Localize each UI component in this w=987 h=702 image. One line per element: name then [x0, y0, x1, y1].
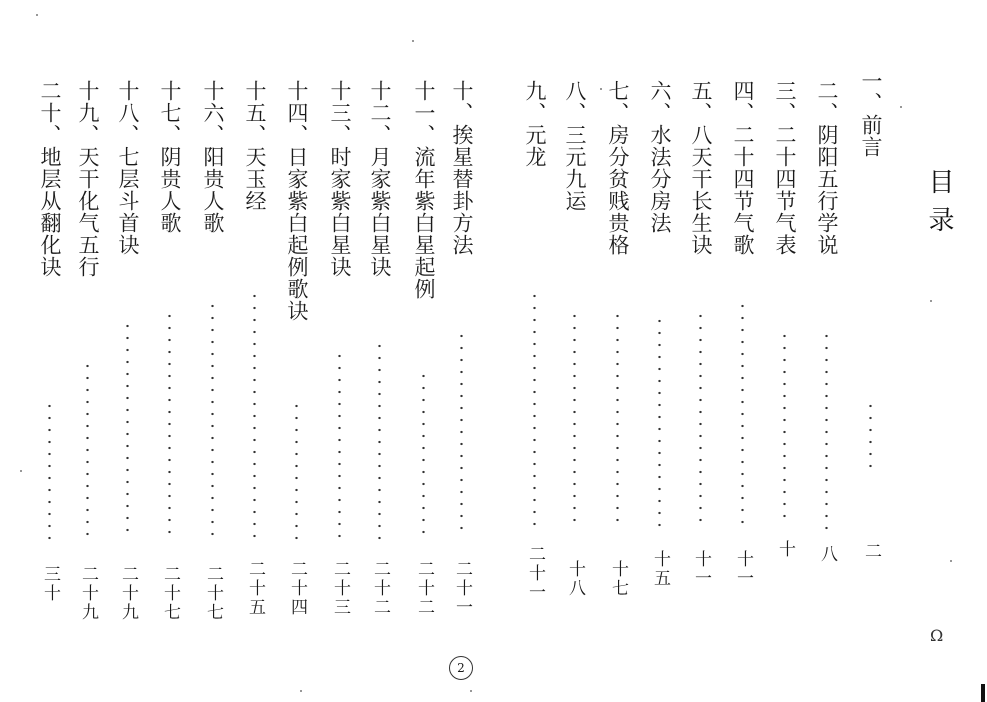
scan-speck [470, 690, 472, 692]
toc-entry-page: 十 [775, 540, 795, 559]
toc-leader-dots [211, 300, 214, 540]
toc-entry-label: 十八、七层斗首诀 [116, 80, 140, 256]
toc-entry-label: 二十、地层从翻化诀 [38, 80, 62, 278]
toc-entry [560, 70, 590, 635]
toc-entry-label: 二、阴阳五行学说 [815, 80, 839, 256]
footer-page-number: 2 [449, 656, 473, 680]
scan-speck [300, 690, 302, 692]
toc-entry-label: 七、房分贫贱贵格 [606, 80, 630, 256]
toc-entry [73, 70, 103, 635]
toc-entry-label: 十九、天干化气五行 [76, 80, 100, 278]
toc-entry [240, 70, 270, 635]
toc-entry-page: 十八 [565, 560, 585, 598]
toc-entry [770, 70, 800, 635]
toc-entry-label: 八、三元九运 [563, 80, 587, 212]
toc-entry [686, 70, 716, 635]
toc-leader-dots [825, 330, 828, 530]
toc-entry-page: 二十七 [160, 565, 180, 622]
toc-entry-label: 一、前言 [859, 70, 883, 158]
toc-entry-page: 二 [861, 542, 881, 561]
scan-speck [36, 14, 38, 16]
toc-leader-dots [86, 360, 89, 540]
toc-entry [155, 70, 185, 635]
toc-entry-page: 二十一 [452, 560, 472, 617]
toc-leader-dots [460, 330, 463, 530]
toc-entry-label: 五、八天干长生诀 [689, 80, 713, 256]
toc-leader-dots [699, 310, 702, 530]
toc-leader-dots [658, 315, 661, 530]
toc-entry-page: 二十二 [414, 560, 434, 617]
toc-leader-dots [295, 400, 298, 540]
toc-leader-dots [573, 310, 576, 530]
toc-entry-page: 二十四 [287, 560, 307, 617]
toc-leader-dots [741, 300, 744, 530]
toc-entry-page: 二十三 [330, 560, 350, 617]
toc-entry-page: 十五 [650, 550, 670, 588]
page-title: 目录 [924, 168, 954, 244]
toc-entry-page: 十七 [608, 560, 628, 598]
toc-entry-label: 六、水法分房法 [648, 80, 672, 234]
toc-entry [856, 70, 886, 635]
toc-entry-label: 十四、日家紫白起例歌诀 [285, 80, 309, 322]
toc-leader-dots [616, 310, 619, 530]
toc-leader-dots [48, 400, 51, 540]
toc-leader-dots [533, 290, 536, 530]
toc-entry-page: 十一 [733, 550, 753, 588]
toc-entry [728, 70, 758, 635]
scan-speck [950, 560, 952, 562]
toc-entry-page: 二十一 [525, 545, 545, 602]
toc-entry [603, 70, 633, 635]
toc-entry-label: 十三、时家紫白星诀 [328, 80, 352, 278]
toc-entry-label: 九、元龙 [523, 80, 547, 168]
scan-speck [600, 88, 602, 90]
toc-entry [325, 70, 355, 635]
toc-entry [35, 70, 65, 635]
toc-entry-page: 二十七 [203, 565, 223, 622]
toc-leader-dots [338, 350, 341, 540]
toc-entry [645, 70, 675, 635]
toc-leader-dots [869, 400, 872, 470]
toc-entry-label: 三、二十四节气表 [773, 80, 797, 256]
toc-entry-page: 十一 [691, 550, 711, 588]
toc-entry [282, 70, 312, 635]
toc-entry [113, 70, 143, 635]
toc-entry-label: 十二、月家紫白星诀 [368, 80, 392, 278]
toc-entry [812, 70, 842, 635]
toc-entry-label: 十七、阴贵人歌 [158, 80, 182, 234]
toc-leader-dots [378, 340, 381, 540]
toc-leader-dots [126, 320, 129, 540]
toc-leader-dots [422, 370, 425, 540]
scan-speck [412, 40, 414, 42]
toc-entry-label: 十五、天玉经 [243, 80, 267, 212]
scan-speck [20, 470, 22, 472]
toc-entry [365, 70, 395, 635]
toc-entry-page: 二十九 [118, 565, 138, 622]
toc-leader-dots [253, 290, 256, 540]
toc-entry [198, 70, 228, 635]
scan-edge-mark [981, 684, 985, 702]
toc-entry-page: 三十 [40, 565, 60, 603]
toc-entry-label: 十一、流年紫白星起例 [412, 80, 436, 300]
toc-leader-dots [783, 330, 786, 520]
corner-mark: Ω [930, 626, 944, 645]
toc-entry [520, 70, 550, 635]
toc-entry-label: 四、二十四节气歌 [731, 80, 755, 256]
scan-speck [900, 106, 902, 108]
toc-entry-page: 二十九 [78, 565, 98, 622]
toc-entry-page: 八 [817, 545, 837, 564]
scan-speck [930, 300, 932, 302]
toc-entry-label: 十六、阳贵人歌 [201, 80, 225, 234]
toc-entry-page: 二十二 [370, 560, 390, 617]
toc-entry-page: 二十五 [245, 560, 265, 617]
toc-leader-dots [168, 310, 171, 540]
toc-entry-label: 十、挨星替卦方法 [450, 80, 474, 256]
toc-entry [409, 70, 439, 635]
toc-entry [447, 70, 477, 635]
